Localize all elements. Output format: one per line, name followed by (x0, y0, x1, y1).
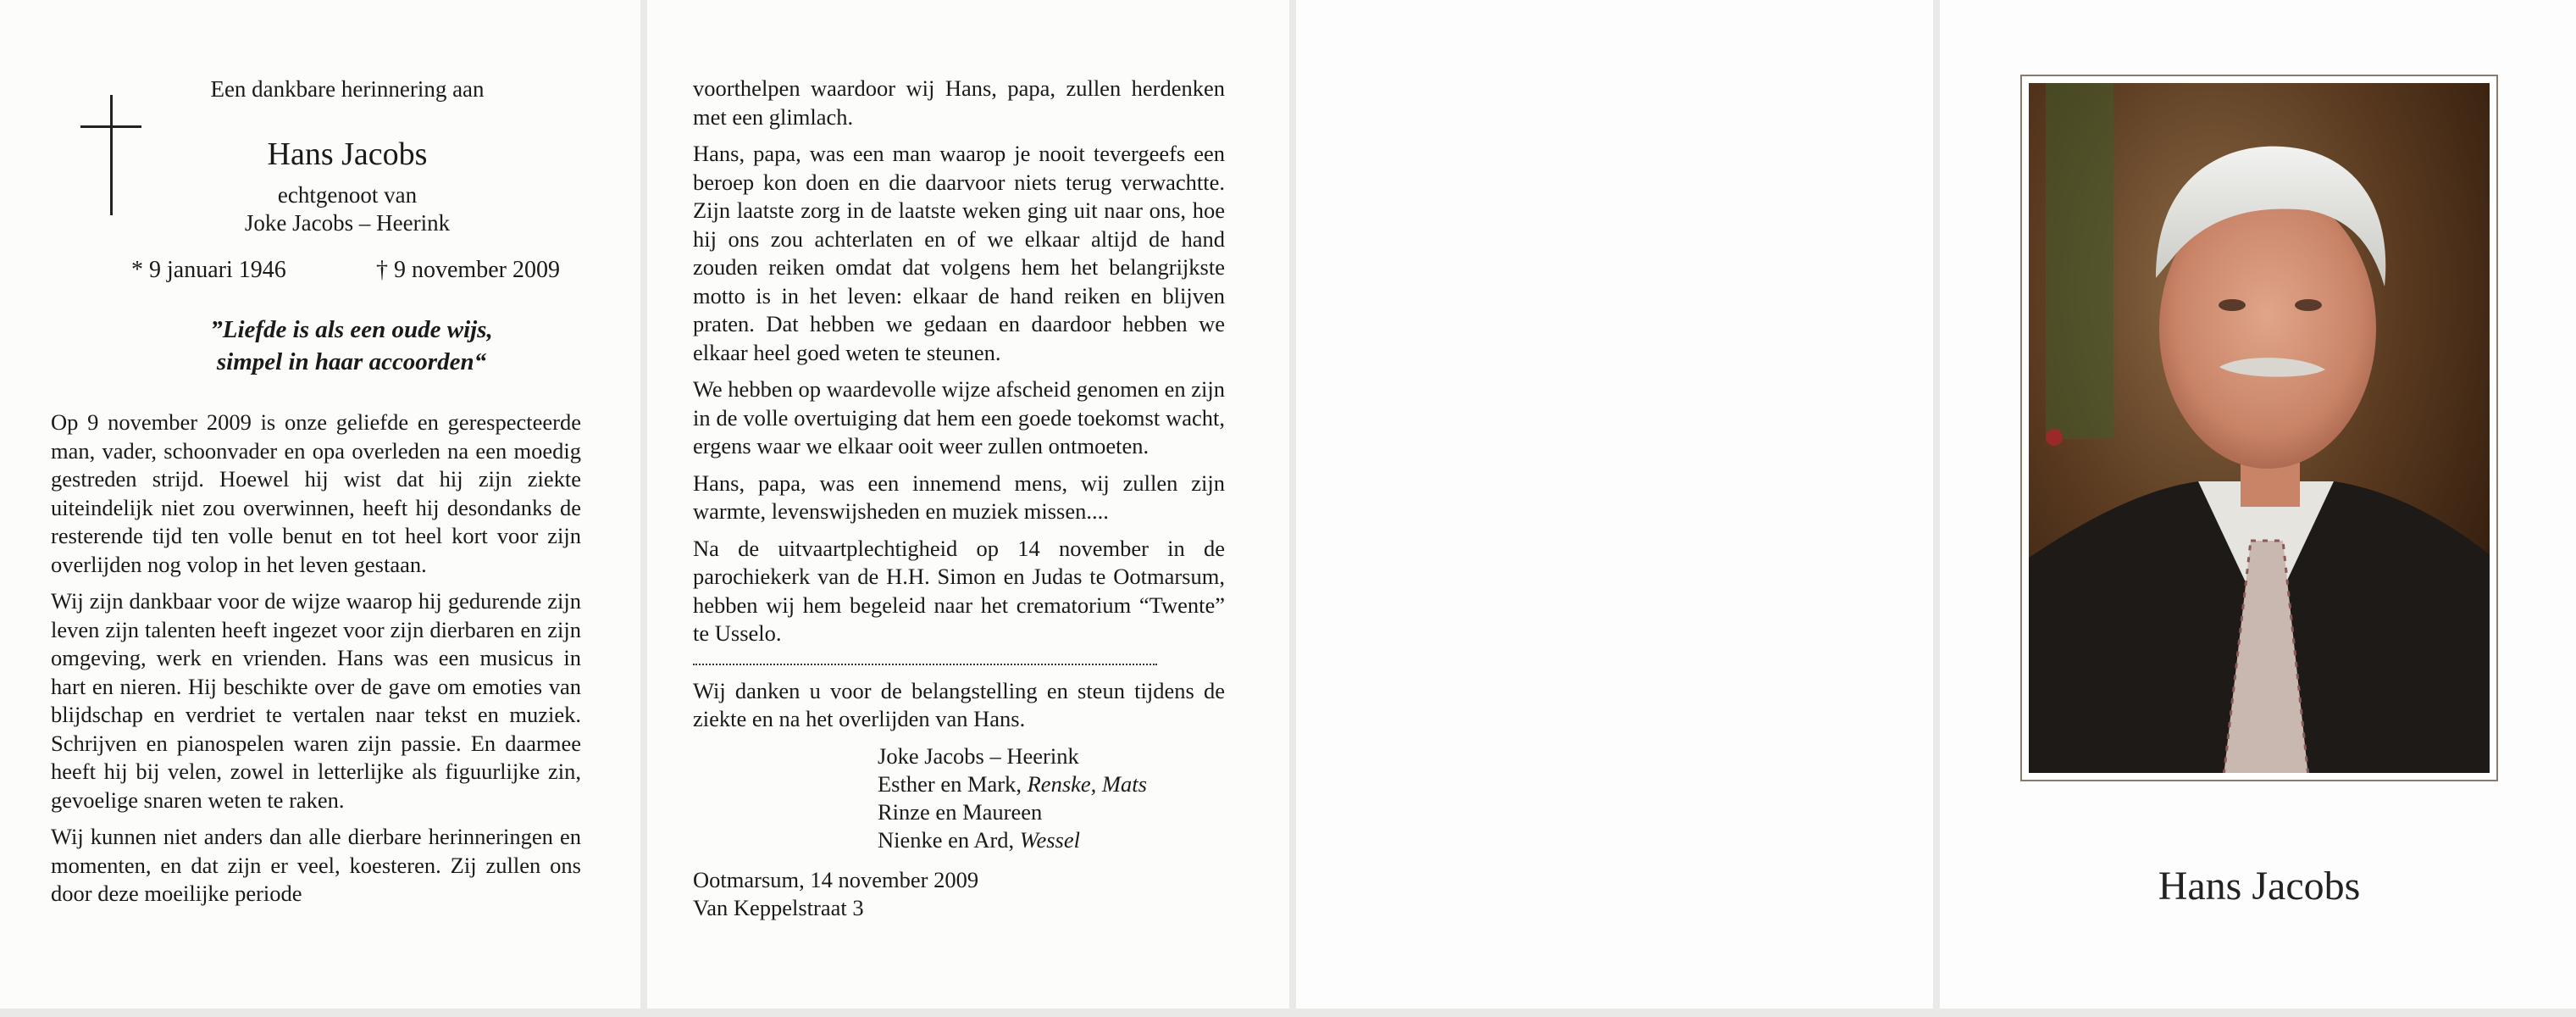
signer (878, 770, 1225, 798)
signer-names: Esther en Mark, (878, 770, 1028, 797)
portrait-photo (2029, 83, 2490, 773)
dotted-divider (693, 664, 1157, 665)
intro-text: Een dankbare herinnering aan (210, 76, 485, 102)
quote-line: ”Liefde is als een oude wijs, (210, 316, 493, 343)
signer (878, 826, 1225, 854)
paragraph: Hans, papa, was een innemend mens, wij zullen zijn warmte, levenswijsheden en muziek missen.... (693, 470, 1225, 524)
grandchildren-names: Renske, Mats (1027, 770, 1147, 797)
birth-date: * 9 januari 1946 (131, 257, 286, 283)
thanks-text: Wij danken u voor de belangstelling en steun tijdens de ziekte en na het overlijden van Hans. (693, 677, 1225, 731)
quote-line: simpel in haar accoorden“ (216, 348, 487, 375)
paragraph: We hebben op waardevolle wijze afscheid genomen en zijn in de volle overtuiging dat hem een goede toekomst wacht, ergens waar we elkaar ooit weer zullen ontmoeten. (693, 376, 1225, 458)
portrait-illustration (2029, 83, 2490, 773)
spouse-name: Joke Jacobs – Heerink (244, 210, 451, 236)
signer: Joke Jacobs – Heerink (878, 742, 1079, 769)
deceased-name: Hans Jacobs (267, 136, 428, 172)
closing-info (693, 866, 1225, 923)
signer-names: Nienke en Ard, (878, 826, 1020, 853)
portrait-photo-frame (2020, 75, 2498, 781)
paragraph: Op 9 november 2009 is onze geliefde en gerespecteerde man, vader, schoonvader en opa overleden na een moedig gestreden strijd. Hoewel hij wist dat hij zijn ziekte uiteindelijk niet zou overwinnen, heeft hij desondanks de resterende tijd ten volle benut en tot heel kort voor zijn overlijden nog volop in het leven gestaan. (51, 409, 581, 577)
cover-name: Hans Jacobs (2158, 864, 2361, 909)
spouse-info (144, 181, 551, 237)
spouse-line: echtgenoot van (277, 182, 418, 208)
paragraph: Hans, papa, was een man waarop je nooit tevergeefs een beroep kon doen en die daarvoor niets terug verwachtte. Zijn laatste zorg in de laatste weken ging uit naar ons, hoe hij ons zou achterlaten en of we elkaar altijd de hand zouden reiken omdat dat volgens hem het belangrijkste motto is in het leven: elkaar de hand reiken en blijven praten. Dat hebben we gedaan en daardoor hebben we elkaar heel goed weten te steunen. (693, 141, 1225, 365)
cross-icon (110, 95, 113, 215)
signer: Rinze en Maureen (878, 798, 1043, 825)
middle-text-column (693, 75, 1225, 923)
quote (93, 314, 610, 378)
blank-panel (1296, 0, 1933, 1009)
place-date: Ootmarsum, 14 november 2009 (693, 866, 979, 892)
left-panel (0, 0, 640, 1009)
death-date: † 9 november 2009 (376, 257, 560, 283)
paragraph: Wij kunnen niet anders dan alle dierbare herinneringen en momenten, en dat zijn er veel, koesteren. Zij zullen ons door deze moeilijke periode (51, 824, 581, 906)
signers-list (878, 742, 1225, 854)
paragraph: Wij zijn dankbaar voor de wijze waarop hij gedurende zijn leven zijn talenten heeft ingezet voor zijn dierbaren en zijn omgeving, werk en vrienden. Hans was een musicus in hart en nieren. Hij beschikte over de gave om emoties van blijdschap en verdriet te vertalen naar tekst en muziek. Schrijven en pianospelen waren zijn passie. En daarmee heeft hij bij velen, zowel in letterlijke als figuurlijke zin, gevoelige snaren weten te raken. (51, 588, 581, 813)
left-text-column (51, 408, 581, 917)
grandchildren-names: Wessel (1019, 826, 1080, 853)
paragraph: voorthelpen waardoor wij Hans, papa, zullen herdenken met een glimlach. (693, 75, 1225, 130)
paragraph: Na de uitvaartplechtigheid op 14 november in de parochiekerk van de H.H. Simon en Judas te Ootmarsum, hebben wij hem begeleid naar het crematorium “Twente” te Usselo. (693, 535, 1225, 646)
address: Van Keppelstraat 3 (693, 895, 864, 920)
cross-icon-bar (80, 125, 141, 128)
